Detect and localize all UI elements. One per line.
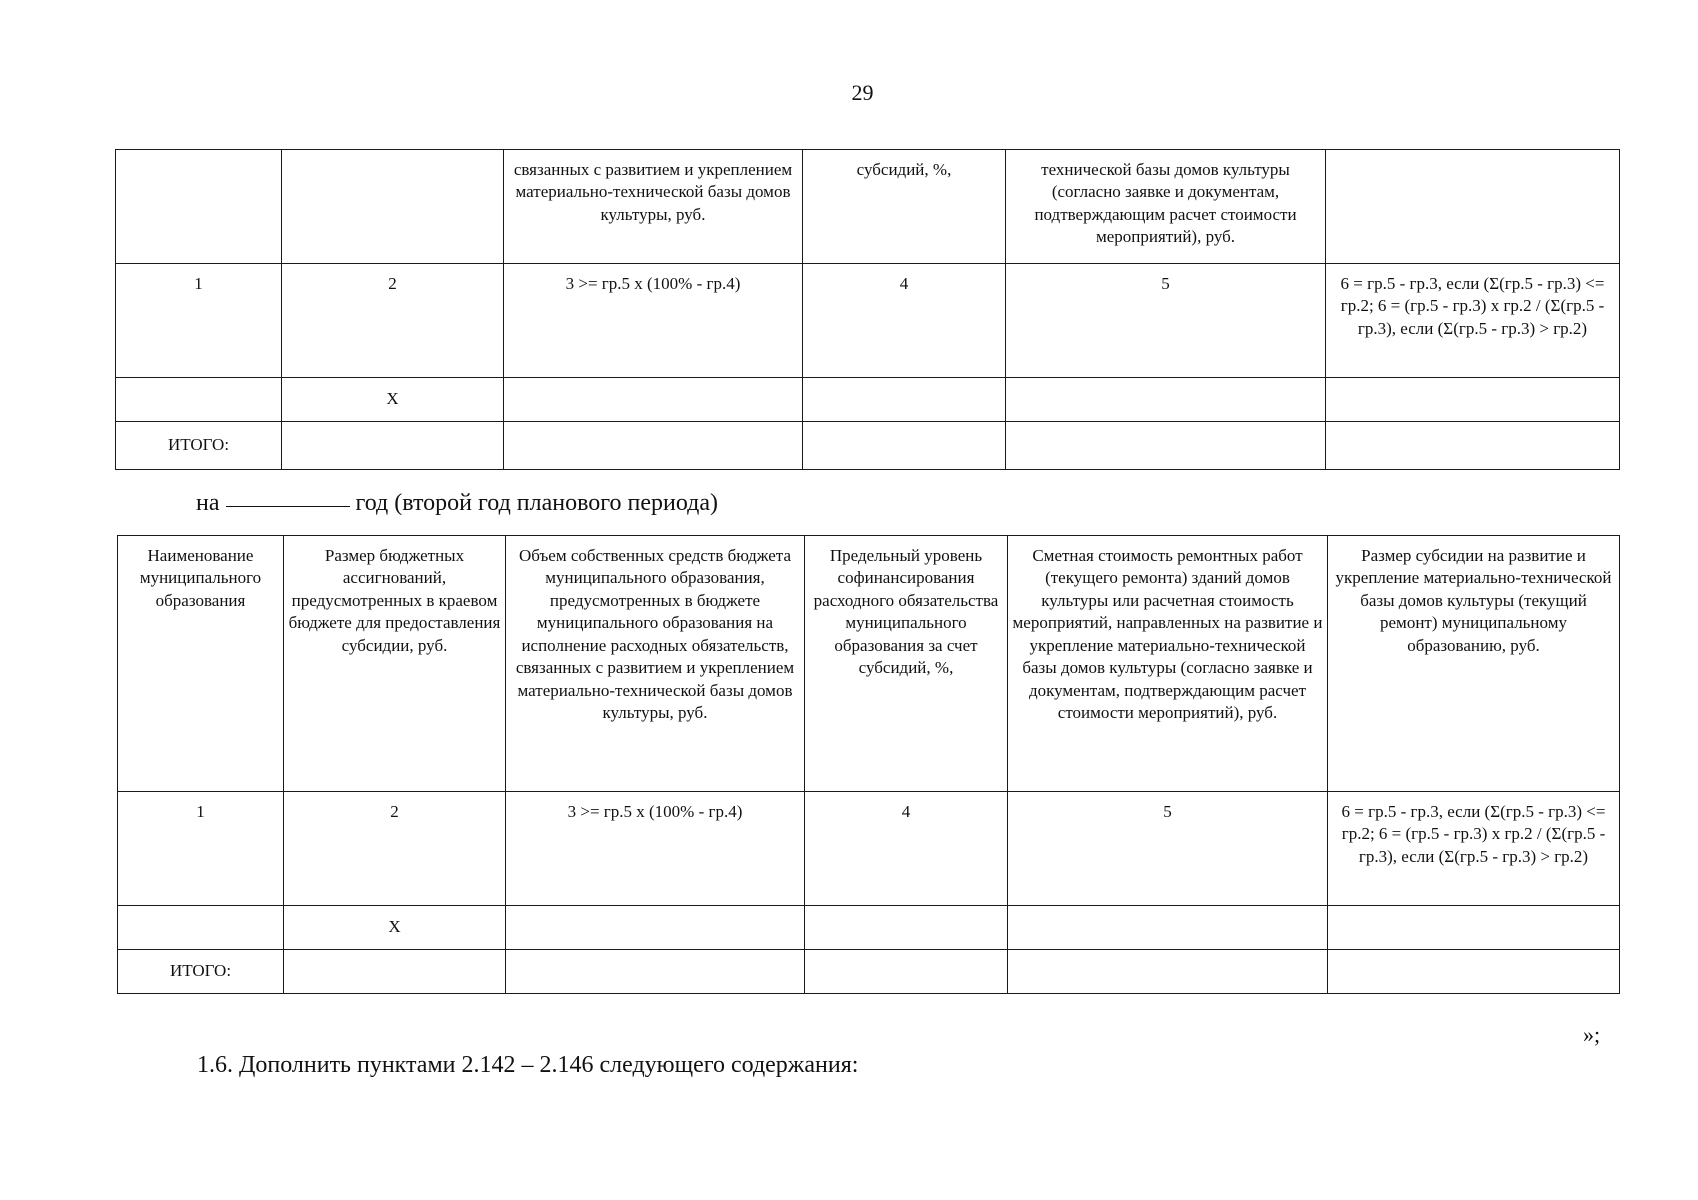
table-cell [1328, 906, 1620, 950]
table-row-x [116, 378, 1620, 422]
table-cell [803, 378, 1006, 422]
table-cell [1326, 150, 1620, 264]
page-number: 29 [851, 80, 874, 105]
table-cell: 3 >= гр.5 х (100% - гр.4) [506, 792, 805, 906]
amendment-paragraph: 1.6. Дополнить пунктами 2.142 – 2.146 следующего содержания: [197, 1052, 859, 1078]
table-cell [1326, 422, 1620, 470]
subsidy-table-first-year [115, 149, 1620, 470]
table-cell [284, 950, 506, 994]
column-header: Сметная стоимость ремонтных работ (текущего ремонта) зданий домов культуры или расчетная стоимость мероприятий, направленных на развитие и укрепление материально-технической базы домов культуры (согласно заявке и документам, подтверждающим расчет стоимости мероприятий), руб. [1008, 536, 1328, 792]
subsidy-table-second-year [117, 535, 1620, 994]
table-cell: Х [282, 378, 504, 422]
table-row-header [118, 536, 1620, 792]
table-cell: 5 [1006, 264, 1326, 378]
column-header: Размер бюджетных ассигнований, предусмотренных в краевом бюджете для предоставления субсидии, руб. [284, 536, 506, 792]
table-row-total [116, 422, 1620, 470]
table-cell [504, 378, 803, 422]
period-caption-prefix: на [196, 490, 220, 516]
blank-year-line [226, 506, 350, 507]
table-cell [118, 906, 284, 950]
table-row-header-continuation [116, 150, 1620, 264]
table-cell [1326, 378, 1620, 422]
table-cell [506, 906, 805, 950]
period-caption [196, 490, 718, 517]
table-cell: 4 [805, 792, 1008, 906]
table-row-formula [116, 264, 1620, 378]
table-row-formula [118, 792, 1620, 906]
table-cell [1008, 906, 1328, 950]
table-cell [1008, 950, 1328, 994]
table-cell: технической базы домов культуры (согласно заявке и документам, подтверждающим расчет стоимости мероприятий), руб. [1006, 150, 1326, 264]
table-cell: 5 [1008, 792, 1328, 906]
table-cell [803, 422, 1006, 470]
table-cell [116, 378, 282, 422]
table-cell [282, 422, 504, 470]
table-cell: 3 >= гр.5 х (100% - гр.4) [504, 264, 803, 378]
total-label: ИТОГО: [118, 950, 284, 994]
table-cell: связанных с развитием и укреплением материально-технической базы домов культуры, руб. [504, 150, 803, 264]
table-cell [506, 950, 805, 994]
table-cell [1328, 950, 1620, 994]
table-cell [805, 906, 1008, 950]
table-cell [282, 150, 504, 264]
table-cell [1006, 378, 1326, 422]
column-header: Предельный уровень софинансирования расходного обязательства муниципального образования за счет субсидий, %, [805, 536, 1008, 792]
closing-quote: »; [1583, 1022, 1601, 1047]
table-cell: 1 [118, 792, 284, 906]
table-cell: 2 [284, 792, 506, 906]
table-cell: Х [284, 906, 506, 950]
table-cell [1006, 422, 1326, 470]
table-cell: 6 = гр.5 - гр.3, если (Σ(гр.5 - гр.3) <= гр.2; 6 = (гр.5 - гр.3) х гр.2 / (Σ(гр.5 - гр.3), если (Σ(гр.5 - гр.3) > гр.2) [1328, 792, 1620, 906]
table-row-total [118, 950, 1620, 994]
table-cell: 1 [116, 264, 282, 378]
table-cell: 6 = гр.5 - гр.3, если (Σ(гр.5 - гр.3) <= гр.2; 6 = (гр.5 - гр.3) х гр.2 / (Σ(гр.5 - гр.3), если (Σ(гр.5 - гр.3) > гр.2) [1326, 264, 1620, 378]
total-label: ИТОГО: [116, 422, 282, 470]
table-cell [116, 150, 282, 264]
table-cell: 2 [282, 264, 504, 378]
column-header: Наименование муниципального образования [118, 536, 284, 792]
table-cell: субсидий, %, [803, 150, 1006, 264]
period-caption-suffix: год (второй год планового периода) [355, 490, 719, 516]
table-row-x [118, 906, 1620, 950]
table-cell [805, 950, 1008, 994]
table-cell [504, 422, 803, 470]
table-cell: 4 [803, 264, 1006, 378]
column-header: Размер субсидии на развитие и укрепление материально-технической базы домов культуры (текущий ремонт) муниципальному образованию, руб. [1328, 536, 1620, 792]
column-header: Объем собственных средств бюджета муниципального образования, предусмотренных в бюджете муниципального образования на исполнение расходных обязательств, связанных с развитием и укреплением материально-технической базы домов культуры, руб. [506, 536, 805, 792]
